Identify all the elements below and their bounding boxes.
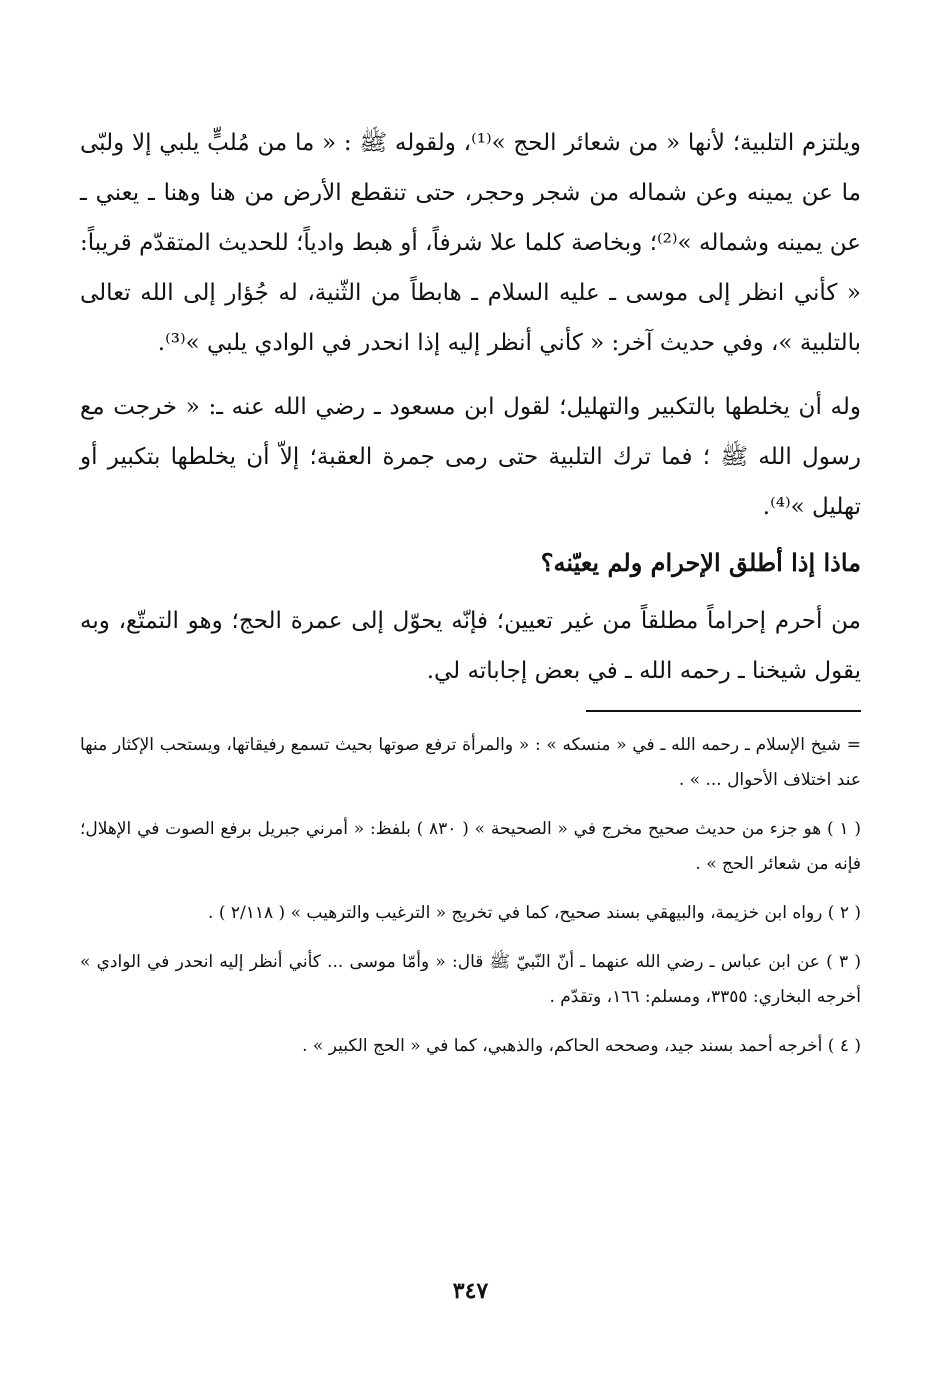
footnote-4: ( ٤ ) أخرجه أحمد بسند جيد، وصححه الحاكم، والذهبي، كما في « الحج الكبير » . (302, 1036, 861, 1056)
body-paragraph-3: من أحرم إحراماً مطلقاً من غير تعيين؛ فإنّه يحوّل إلى عمرة الحج؛ وهو التمتّع، وبه يقول شيخنا ـ رحمه الله ـ في بعض إجاباته لي. (80, 608, 861, 684)
section-heading: ماذا إذا أطلق الإحرام ولم يعيّنه؟ (540, 548, 861, 577)
page-content (80, 118, 861, 1078)
footnote-3: ( ٣ ) عن ابن عباس ـ رضي الله عنهما ـ أنّ النّبيّ ﷺ قال: « وأمّا موسى ... كأني أنظر إليه انحدر في الوادي » أخرجه البخاري: ٣٣٥٥، ومسلم: ١٦٦، وتقدّم . (80, 952, 861, 1007)
footnote-1: ( ١ ) هو جزء من حديث صحيح مخرج في « الصحيحة » ( ٨٣٠ ) بلفظ: « أمرني جبريل برفع الصوت في الإهلال؛ فإنه من شعائر الحج » . (80, 819, 861, 874)
page-number: ٣٤٧ (452, 1278, 489, 1304)
body-paragraph-1: ويلتزم التلبية؛ لأنها « من شعائر الحج »⁽¹⁾، ولقوله ﷺ : « ما من مُلبٍّ يلبي إلا ولبّى ما عن يمينه وعن شماله من شجر وحجر، حتى تنقطع الأرض من هنا وهنا ـ يعني ـ عن يمينه وشماله »⁽²⁾؛ وبخاصة كلما علا شرفاً، أو هبط وادياً؛ للحديث المتقدّم قريباً: « كأني انظر إلى موسى ـ عليه السلام ـ هابطاً من الثّنية، له جُؤار إلى الله تعالى بالتلبية »، وفي حديث آخر: « كأني أنظر إليه إذا انحدر في الوادي يلبي »⁽³⁾. (80, 130, 862, 356)
body-paragraph-2: وله أن يخلطها بالتكبير والتهليل؛ لقول ابن مسعود ـ رضي الله عنه ـ: « خرجت مع رسول الله ﷺ ؛ فما ترك التلبية حتى رمى جمرة العقبة؛ إلاّ أن يخلطها بتكبير أو تهليل »⁽⁴⁾. (80, 394, 862, 520)
footnote-divider (586, 710, 861, 712)
footnote-continued: = شيخ الإسلام ـ رحمه الله ـ في « منسكه » : « والمرأة ترفع صوتها بحيث تسمع رفيقاتها، ويستحب الإكثار منها عند اختلاف الأحوال ... » . (80, 735, 861, 790)
footnote-2: ( ٢ ) رواه ابن خزيمة، والبيهقي بسند صحيح، كما في تخريج « الترغيب والترهيب » ( ٢/١١٨ ) . (208, 903, 861, 923)
